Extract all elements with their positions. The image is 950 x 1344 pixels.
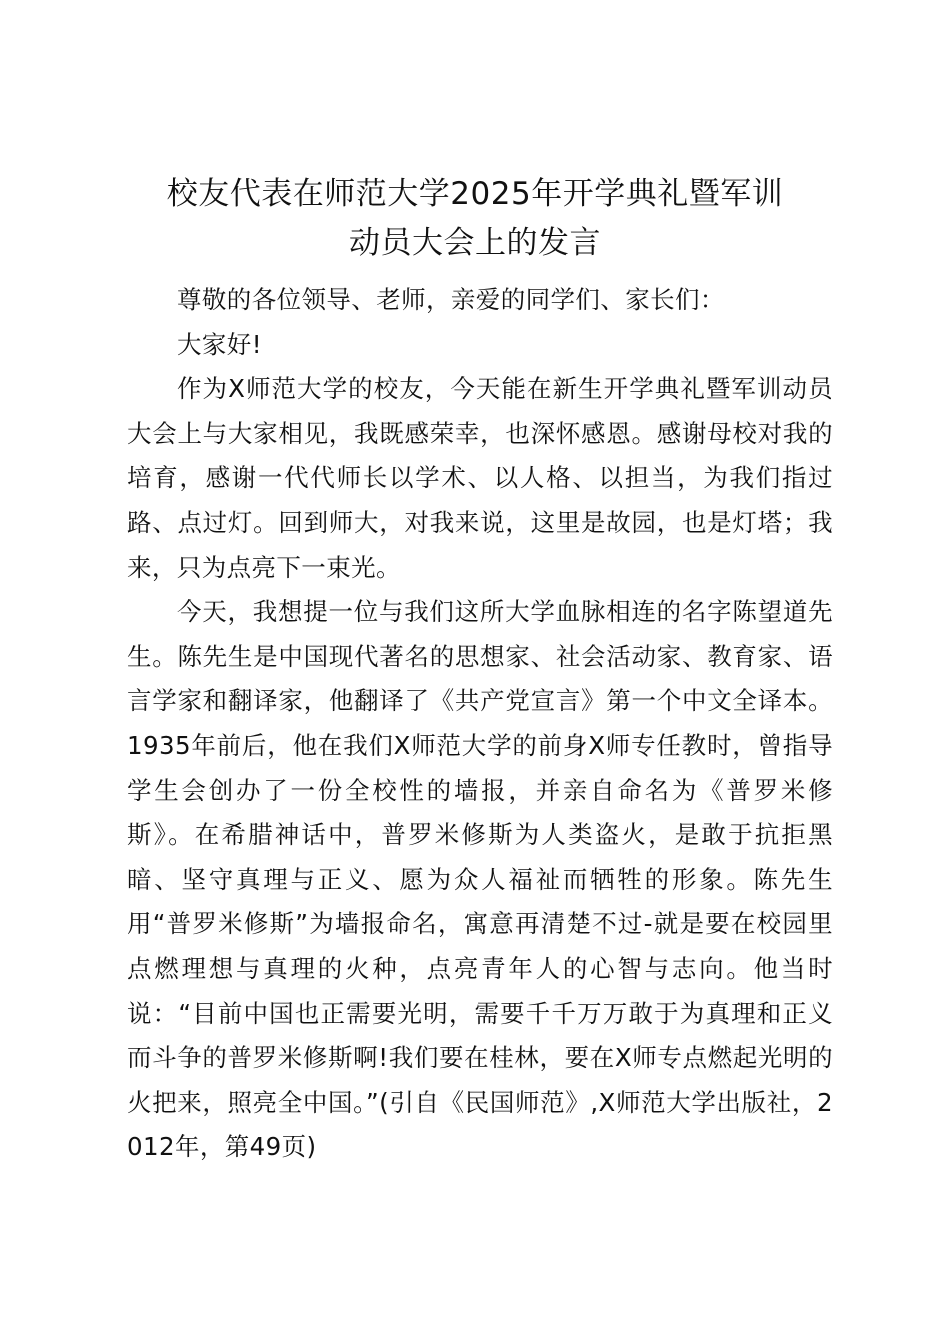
paragraph-1: 作为X师范大学的校友，今天能在新生开学典礼暨军训动员大会上与大家相见，我既感荣幸，也深怀感恩。感谢母校对我的培育，感谢一代代师长以学术、以人格、以担当，为我们指过路、点过灯。回到师大，对我来说，这里是故园，也是灯塔；我来，只为点亮下一束光。 [127,374,833,582]
salutation: 尊敬的各位领导、老师，亲爱的同学们、家长们： [177,285,725,314]
paragraph-2: 今天，我想提一位与我们这所大学血脉相连的名字陈望道先生。陈先生是中国现代著名的思想家、社会活动家、教育家、语言学家和翻译家，他翻译了《共产党宣言》第一个中文全译本。1935年前后，他在我们X师范大学的前身X师专任教时，曾指导学生会创办了一份全校性的墙报，并亲自命名为《普罗米修斯》。在希腊神话中，普罗米修斯为人类盗火，是敢于抗拒黑暗、坚守真理与正义、愿为众人福祉而牺牲的形象。陈先生用“普罗米修斯”为墙报命名，寓意再清楚不过-就是要在校园里点燃理想与真理的火种，点亮青年人的心智与志向。他当时说：“目前中国也正需要光明，需要千千万万敢于为真理和正义而斗争的普罗米修斯啊!我们要在桂林，要在X师专点燃起光明的火把来，照亮全中国。”(引自《民国师范》,X师范大学出版社，2012年，第49页) [127,597,833,1162]
document-title [120,170,830,268]
title-line-2: 动员大会上的发言 [349,225,601,261]
title-line-1: 校友代表在师范大学2025年开学典礼暨军训 [166,176,784,212]
document-body [127,278,833,1170]
greeting: 大家好! [177,329,262,359]
